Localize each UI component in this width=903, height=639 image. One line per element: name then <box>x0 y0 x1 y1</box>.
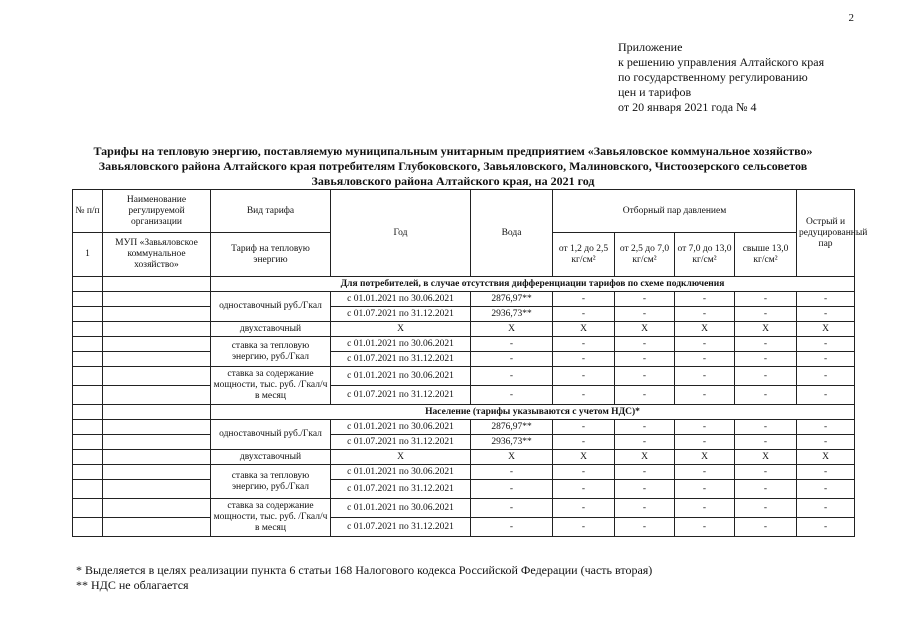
section-heading: Население (тарифы указываются с учетом НДС)* <box>211 405 855 420</box>
value-cell: - <box>471 337 553 352</box>
tariff-kind: ставка за тепловую энергию, руб./Гкал <box>211 465 331 499</box>
empty-cell <box>73 420 103 435</box>
empty-cell <box>103 292 211 307</box>
value-cell: - <box>797 337 855 352</box>
header-pressure: от 2,5 до 7,0 кг/см² <box>615 233 675 277</box>
header-water: Вода <box>471 190 553 277</box>
value-cell: 2876,97** <box>471 292 553 307</box>
empty-cell <box>103 405 211 420</box>
tariff-kind: ставка за содержание мощности, тыс. руб. /Гкал/ч в месяц <box>211 367 331 405</box>
value-cell: - <box>553 307 615 322</box>
value-cell: - <box>675 367 735 386</box>
period-cell: с 01.01.2021 по 30.06.2021 <box>331 420 471 435</box>
value-cell: - <box>735 337 797 352</box>
value-cell: - <box>735 292 797 307</box>
empty-cell <box>73 499 103 518</box>
header-num: № п/п <box>73 190 103 233</box>
page-number: 2 <box>848 12 854 24</box>
empty-cell <box>73 337 103 352</box>
empty-cell <box>73 480 103 499</box>
tariff-kind: двухставочный <box>211 322 331 337</box>
table-row <box>73 420 855 435</box>
value-cell: - <box>615 435 675 450</box>
value-cell: - <box>471 465 553 480</box>
value-cell: - <box>471 386 553 405</box>
empty-cell <box>73 292 103 307</box>
value-cell: - <box>675 480 735 499</box>
empty-cell <box>73 518 103 537</box>
tariff-name: Тариф на тепловую энергию <box>211 233 331 277</box>
value-cell: X <box>735 322 797 337</box>
value-cell: - <box>735 386 797 405</box>
value-cell: - <box>675 386 735 405</box>
empty-cell <box>103 386 211 405</box>
value-cell: - <box>553 352 615 367</box>
period-cell: с 01.01.2021 по 30.06.2021 <box>331 337 471 352</box>
value-cell: - <box>553 465 615 480</box>
period-cell: с 01.01.2021 по 30.06.2021 <box>331 465 471 480</box>
value-cell: - <box>675 518 735 537</box>
table-row <box>73 518 855 537</box>
value-cell: - <box>553 292 615 307</box>
value-cell: - <box>553 499 615 518</box>
appendix-line: от 20 января 2021 года № 4 <box>618 100 757 114</box>
empty-cell <box>73 435 103 450</box>
footnote: ** НДС не облагается <box>76 578 189 592</box>
table-row <box>73 435 855 450</box>
table-row <box>73 367 855 386</box>
value-cell: X <box>735 450 797 465</box>
empty-cell <box>103 480 211 499</box>
value-cell: - <box>615 337 675 352</box>
title-line: Тарифы на тепловую энергию, поставляемую муниципальным унитарным предприятием «Завьяловское коммунальное хозяйство» <box>93 144 813 158</box>
period-cell: с 01.01.2021 по 30.06.2021 <box>331 292 471 307</box>
value-cell: - <box>797 499 855 518</box>
value-cell: X <box>675 322 735 337</box>
period-cell: с 01.07.2021 по 31.12.2021 <box>331 352 471 367</box>
document-title <box>40 144 866 189</box>
header-pressure: от 1,2 до 2,5 кг/см² <box>553 233 615 277</box>
tariff-kind: одноставочный руб./Гкал <box>211 420 331 450</box>
empty-cell <box>103 367 211 386</box>
org-name: МУП «Завьяловское коммунальное хозяйство» <box>103 233 211 277</box>
empty-cell <box>73 450 103 465</box>
value-cell: - <box>735 420 797 435</box>
tariff-table <box>72 189 868 537</box>
header-sharp-steam: Острый и редуцированный пар <box>797 190 855 277</box>
table-row <box>73 499 855 518</box>
header-year: Год <box>331 190 471 277</box>
value-cell: - <box>471 499 553 518</box>
value-cell: - <box>553 435 615 450</box>
period-cell: с 01.07.2021 по 31.12.2021 <box>331 518 471 537</box>
period-cell: с 01.07.2021 по 31.12.2021 <box>331 435 471 450</box>
header-steam: Отборный пар давлением <box>553 190 797 233</box>
appendix-block <box>618 40 824 115</box>
empty-cell <box>73 277 103 292</box>
value-cell: - <box>797 292 855 307</box>
period-cell: X <box>331 322 471 337</box>
tariff-kind: одноставочный руб./Гкал <box>211 292 331 322</box>
empty-cell <box>103 465 211 480</box>
empty-cell <box>103 322 211 337</box>
empty-cell <box>103 518 211 537</box>
table-row <box>73 465 855 480</box>
empty-cell <box>103 352 211 367</box>
value-cell: - <box>797 307 855 322</box>
value-cell: - <box>615 480 675 499</box>
value-cell: - <box>797 435 855 450</box>
empty-cell <box>73 307 103 322</box>
value-cell: - <box>553 386 615 405</box>
value-cell: X <box>797 322 855 337</box>
title-line: Завьяловского района Алтайского края потребителям Глубоковского, Завьяловского, Малиновского, Чистоозерского сельсоветов <box>98 159 808 173</box>
value-cell: - <box>797 480 855 499</box>
value-cell: - <box>553 367 615 386</box>
value-cell: - <box>615 307 675 322</box>
value-cell: X <box>553 322 615 337</box>
empty-cell <box>73 405 103 420</box>
value-cell: X <box>471 450 553 465</box>
period-cell: с 01.01.2021 по 30.06.2021 <box>331 499 471 518</box>
value-cell: - <box>675 420 735 435</box>
value-cell: - <box>553 518 615 537</box>
table-row <box>73 307 855 322</box>
table-row <box>73 322 855 337</box>
tariff-kind: двухставочный <box>211 450 331 465</box>
value-cell: X <box>615 450 675 465</box>
value-cell: - <box>735 518 797 537</box>
value-cell: - <box>797 420 855 435</box>
value-cell: 2936,73** <box>471 307 553 322</box>
value-cell: - <box>553 337 615 352</box>
table-row <box>73 480 855 499</box>
empty-cell <box>73 386 103 405</box>
empty-cell <box>103 499 211 518</box>
footnotes <box>76 563 652 593</box>
title-line: Завьяловского района Алтайского края, на 2021 год <box>311 174 595 188</box>
value-cell: - <box>735 465 797 480</box>
value-cell: - <box>675 307 735 322</box>
value-cell: X <box>797 450 855 465</box>
footnote: * Выделяется в целях реализации пункта 6 статьи 168 Налогового кодекса Российской Федерации (часть вторая) <box>76 563 653 577</box>
value-cell: - <box>615 518 675 537</box>
period-cell: с 01.07.2021 по 31.12.2021 <box>331 307 471 322</box>
header-org: Наименование регулируемой организации <box>103 190 211 233</box>
table-row <box>73 386 855 405</box>
value-cell: - <box>471 480 553 499</box>
value-cell: - <box>735 499 797 518</box>
value-cell: - <box>675 292 735 307</box>
value-cell: - <box>675 352 735 367</box>
appendix-line: цен и тарифов <box>618 85 692 99</box>
value-cell: - <box>675 465 735 480</box>
value-cell: - <box>471 367 553 386</box>
value-cell: - <box>553 420 615 435</box>
value-cell: - <box>471 518 553 537</box>
row-number: 1 <box>73 233 103 277</box>
value-cell: - <box>615 465 675 480</box>
period-cell: с 01.07.2021 по 31.12.2021 <box>331 386 471 405</box>
table-row <box>73 450 855 465</box>
value-cell: - <box>615 367 675 386</box>
appendix-line: к решению управления Алтайского края <box>618 55 825 69</box>
value-cell: - <box>797 367 855 386</box>
value-cell: - <box>675 435 735 450</box>
value-cell: X <box>553 450 615 465</box>
value-cell: X <box>675 450 735 465</box>
section-row <box>73 277 855 292</box>
empty-cell <box>103 277 211 292</box>
value-cell: - <box>615 420 675 435</box>
empty-cell <box>73 465 103 480</box>
appendix-line: по государственному регулированию <box>618 70 808 84</box>
empty-cell <box>103 337 211 352</box>
value-cell: - <box>615 499 675 518</box>
value-cell: - <box>735 480 797 499</box>
table-row <box>73 337 855 352</box>
value-cell: - <box>675 499 735 518</box>
empty-cell <box>103 450 211 465</box>
value-cell: - <box>735 307 797 322</box>
value-cell: X <box>615 322 675 337</box>
period-cell: X <box>331 450 471 465</box>
value-cell: X <box>471 322 553 337</box>
value-cell: - <box>553 480 615 499</box>
value-cell: - <box>615 292 675 307</box>
header-tariff-type: Вид тарифа <box>211 190 331 233</box>
period-cell: с 01.01.2021 по 30.06.2021 <box>331 367 471 386</box>
empty-cell <box>73 367 103 386</box>
table-row <box>73 292 855 307</box>
tariff-kind: ставка за содержание мощности, тыс. руб. /Гкал/ч в месяц <box>211 499 331 537</box>
value-cell: - <box>615 386 675 405</box>
value-cell: - <box>797 352 855 367</box>
table-row <box>73 352 855 367</box>
header-pressure: от 7,0 до 13,0 кг/см² <box>675 233 735 277</box>
value-cell: - <box>735 435 797 450</box>
empty-cell <box>73 322 103 337</box>
value-cell: - <box>471 352 553 367</box>
value-cell: - <box>797 518 855 537</box>
value-cell: - <box>615 352 675 367</box>
period-cell: с 01.07.2021 по 31.12.2021 <box>331 480 471 499</box>
header-pressure: свыше 13,0 кг/см² <box>735 233 797 277</box>
empty-cell <box>103 420 211 435</box>
value-cell: 2936,73** <box>471 435 553 450</box>
value-cell: - <box>797 465 855 480</box>
value-cell: - <box>735 352 797 367</box>
appendix-line: Приложение <box>618 40 683 54</box>
empty-cell <box>103 435 211 450</box>
value-cell: - <box>735 367 797 386</box>
tariff-kind: ставка за тепловую энергию, руб./Гкал <box>211 337 331 367</box>
section-row <box>73 405 855 420</box>
section-heading: Для потребителей, в случае отсутствия дифференциации тарифов по схеме подключения <box>211 277 855 292</box>
empty-cell <box>103 307 211 322</box>
value-cell: - <box>675 337 735 352</box>
value-cell: 2876,97** <box>471 420 553 435</box>
value-cell: - <box>797 386 855 405</box>
empty-cell <box>73 352 103 367</box>
